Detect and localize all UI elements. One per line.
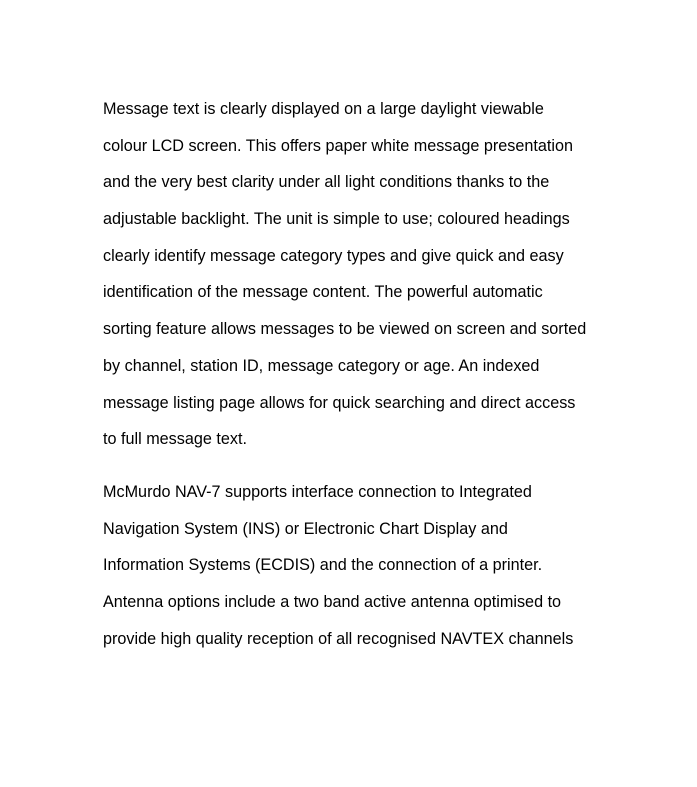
text-line: colour LCD screen. This offers paper white message presentation: [103, 136, 573, 155]
text-line: adjustable backlight. The unit is simple to use; coloured headings: [103, 210, 570, 229]
text-line: provide high quality reception of all recognised NAVTEX channels: [103, 629, 574, 648]
paragraph-display-description: [103, 91, 586, 458]
text-line: Navigation System (INS) or Electronic Chart Display and: [103, 519, 508, 538]
text-line: identification of the message content. The powerful automatic: [103, 283, 543, 302]
paragraph-interface-description: [103, 474, 573, 657]
text-line: clearly identify message category types and give quick and easy: [103, 246, 564, 265]
text-line: McMurdo NAV-7 supports interface connection to Integrated: [103, 483, 532, 501]
text-line: Antenna options include a two band active antenna optimised to: [103, 593, 562, 612]
text-line: Information Systems (ECDIS) and the connection of a printer.: [103, 556, 543, 575]
text-line: to full message text.: [103, 430, 247, 449]
text-line: message listing page allows for quick searching and direct access: [103, 393, 576, 412]
text-line: sorting feature allows messages to be viewed on screen and sorted: [103, 320, 587, 339]
text-line: Message text is clearly displayed on a large daylight viewable: [103, 100, 544, 118]
text-line: and the very best clarity under all light conditions thanks to the: [103, 173, 550, 192]
text-line: by channel, station ID, message category or age. An indexed: [103, 356, 540, 375]
